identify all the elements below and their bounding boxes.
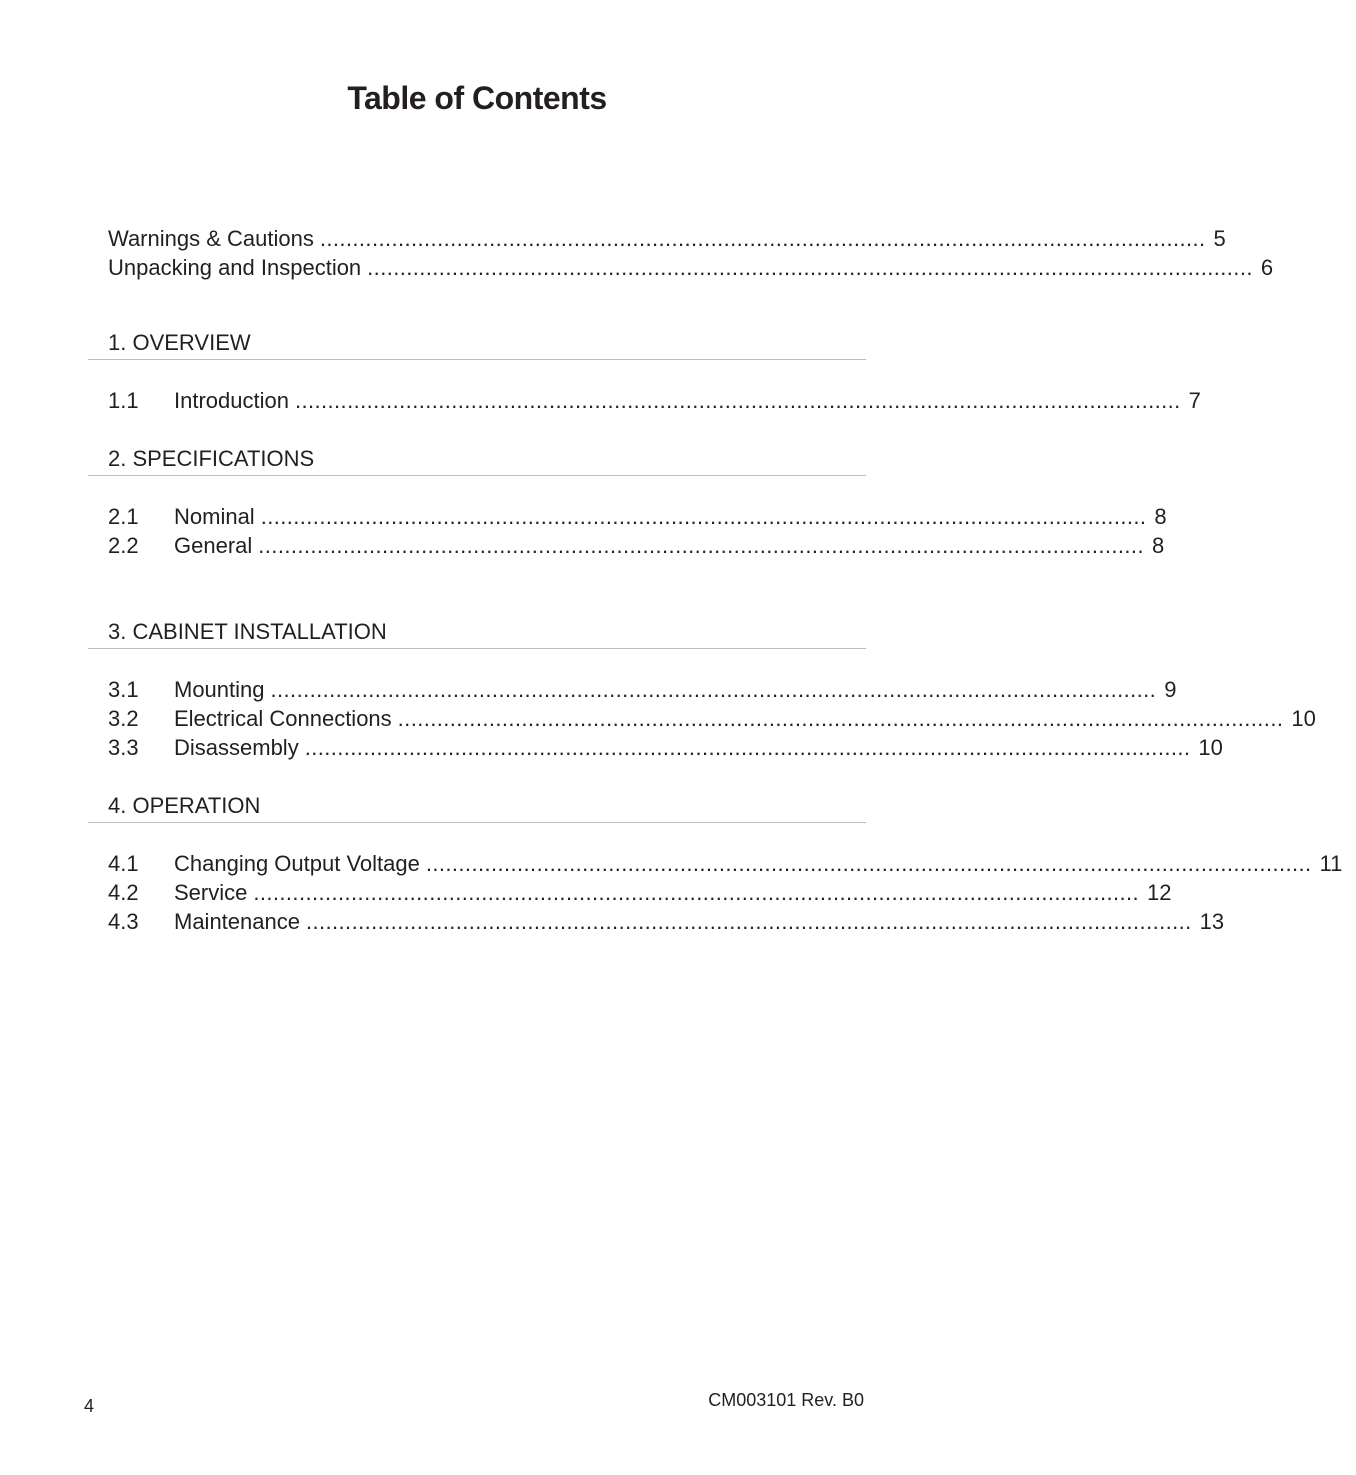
dot-leader: ........................................................................................................................................ — [294, 388, 1181, 413]
page-title: Table of Contents — [347, 80, 607, 116]
toc-entry-label: Maintenance — [174, 909, 300, 934]
section-heading-overview: 1. OVERVIEW — [108, 330, 251, 355]
toc-entry-number: 4.1 — [108, 851, 139, 876]
toc-entry-number: 2.2 — [108, 533, 139, 558]
dot-leader: ........................................................................................................................................ — [425, 851, 1312, 876]
toc-entry-2-1[interactable] — [108, 502, 1167, 531]
dot-leader: ........................................................................................................................................ — [397, 706, 1284, 731]
section-heading-specifications: 2. SPECIFICATIONS — [108, 446, 315, 471]
toc-entry-label: Unpacking and Inspection — [108, 255, 362, 280]
toc-entry-page: 11 — [1319, 851, 1343, 876]
toc-entry-label: Introduction — [174, 388, 289, 413]
dot-leader: ........................................................................................................................................ — [305, 909, 1192, 934]
toc-entry-4-2[interactable] — [108, 878, 1172, 907]
toc-entry-label: Electrical Connections — [174, 706, 392, 731]
dot-leader: ........................................................................................................................................ — [319, 226, 1206, 251]
section-divider — [88, 822, 866, 823]
toc-entry-page: 7 — [1188, 388, 1201, 413]
toc-entry-3-2[interactable] — [108, 704, 1316, 733]
toc-entry-label: Warnings & Cautions — [108, 226, 314, 251]
toc-entry-page: 13 — [1199, 909, 1225, 934]
toc-entry-label: Disassembly — [174, 735, 299, 760]
section-divider — [88, 359, 866, 360]
toc-entry-number: 3.2 — [108, 706, 139, 731]
toc-entry-3-1[interactable] — [108, 675, 1177, 704]
toc-entry-page: 9 — [1164, 677, 1177, 702]
toc-entry-number: 2.1 — [108, 504, 139, 529]
toc-entry-2-2[interactable] — [108, 531, 1165, 560]
toc-entry-label: Service — [174, 880, 248, 905]
toc-entry-4-3[interactable] — [108, 907, 1225, 936]
section-heading-operation: 4. OPERATION — [108, 793, 261, 818]
toc-entry-label: Mounting — [174, 677, 265, 702]
toc-entry-number: 1.1 — [108, 388, 139, 413]
footer-document-id: CM003101 Rev. B0 — [708, 1390, 864, 1410]
dot-leader: ........................................................................................................................................ — [258, 533, 1144, 558]
toc-entry-page: 8 — [1154, 504, 1167, 529]
toc-entry-4-1[interactable] — [108, 849, 1343, 878]
dot-leader: ........................................................................................................................................ — [253, 880, 1140, 905]
toc-entry-number: 3.1 — [108, 677, 139, 702]
toc-entry-number: 4.3 — [108, 909, 139, 934]
dot-leader: ........................................................................................................................................ — [304, 735, 1191, 760]
section-heading-cabinet-installation: 3. CABINET INSTALLATION — [108, 619, 387, 644]
toc-entry-1-1[interactable] — [108, 386, 1201, 415]
section-divider — [88, 475, 866, 476]
toc-entry-label: Nominal — [174, 504, 255, 529]
dot-leader: ........................................................................................................................................ — [260, 504, 1147, 529]
toc-entry-label: Changing Output Voltage — [174, 851, 420, 876]
toc-entry-warnings[interactable] — [108, 224, 1226, 253]
toc-entry-3-3[interactable] — [108, 733, 1223, 762]
toc-entry-page: 10 — [1291, 706, 1316, 731]
toc-entry-page: 8 — [1151, 533, 1165, 558]
toc-entry-page: 5 — [1213, 226, 1226, 251]
toc-entry-unpacking[interactable] — [108, 253, 1274, 282]
dot-leader: ........................................................................................................................................ — [367, 255, 1253, 280]
toc-entry-page: 10 — [1198, 735, 1223, 760]
dot-leader: ........................................................................................................................................ — [270, 677, 1157, 702]
toc-entry-page: 12 — [1147, 880, 1172, 905]
section-divider — [88, 648, 866, 649]
footer-page-number: 4 — [84, 1396, 95, 1416]
toc-entry-page: 6 — [1260, 255, 1274, 280]
toc-entry-number: 4.2 — [108, 880, 139, 905]
toc-entry-label: General — [174, 533, 253, 558]
toc-entry-number: 3.3 — [108, 735, 139, 760]
